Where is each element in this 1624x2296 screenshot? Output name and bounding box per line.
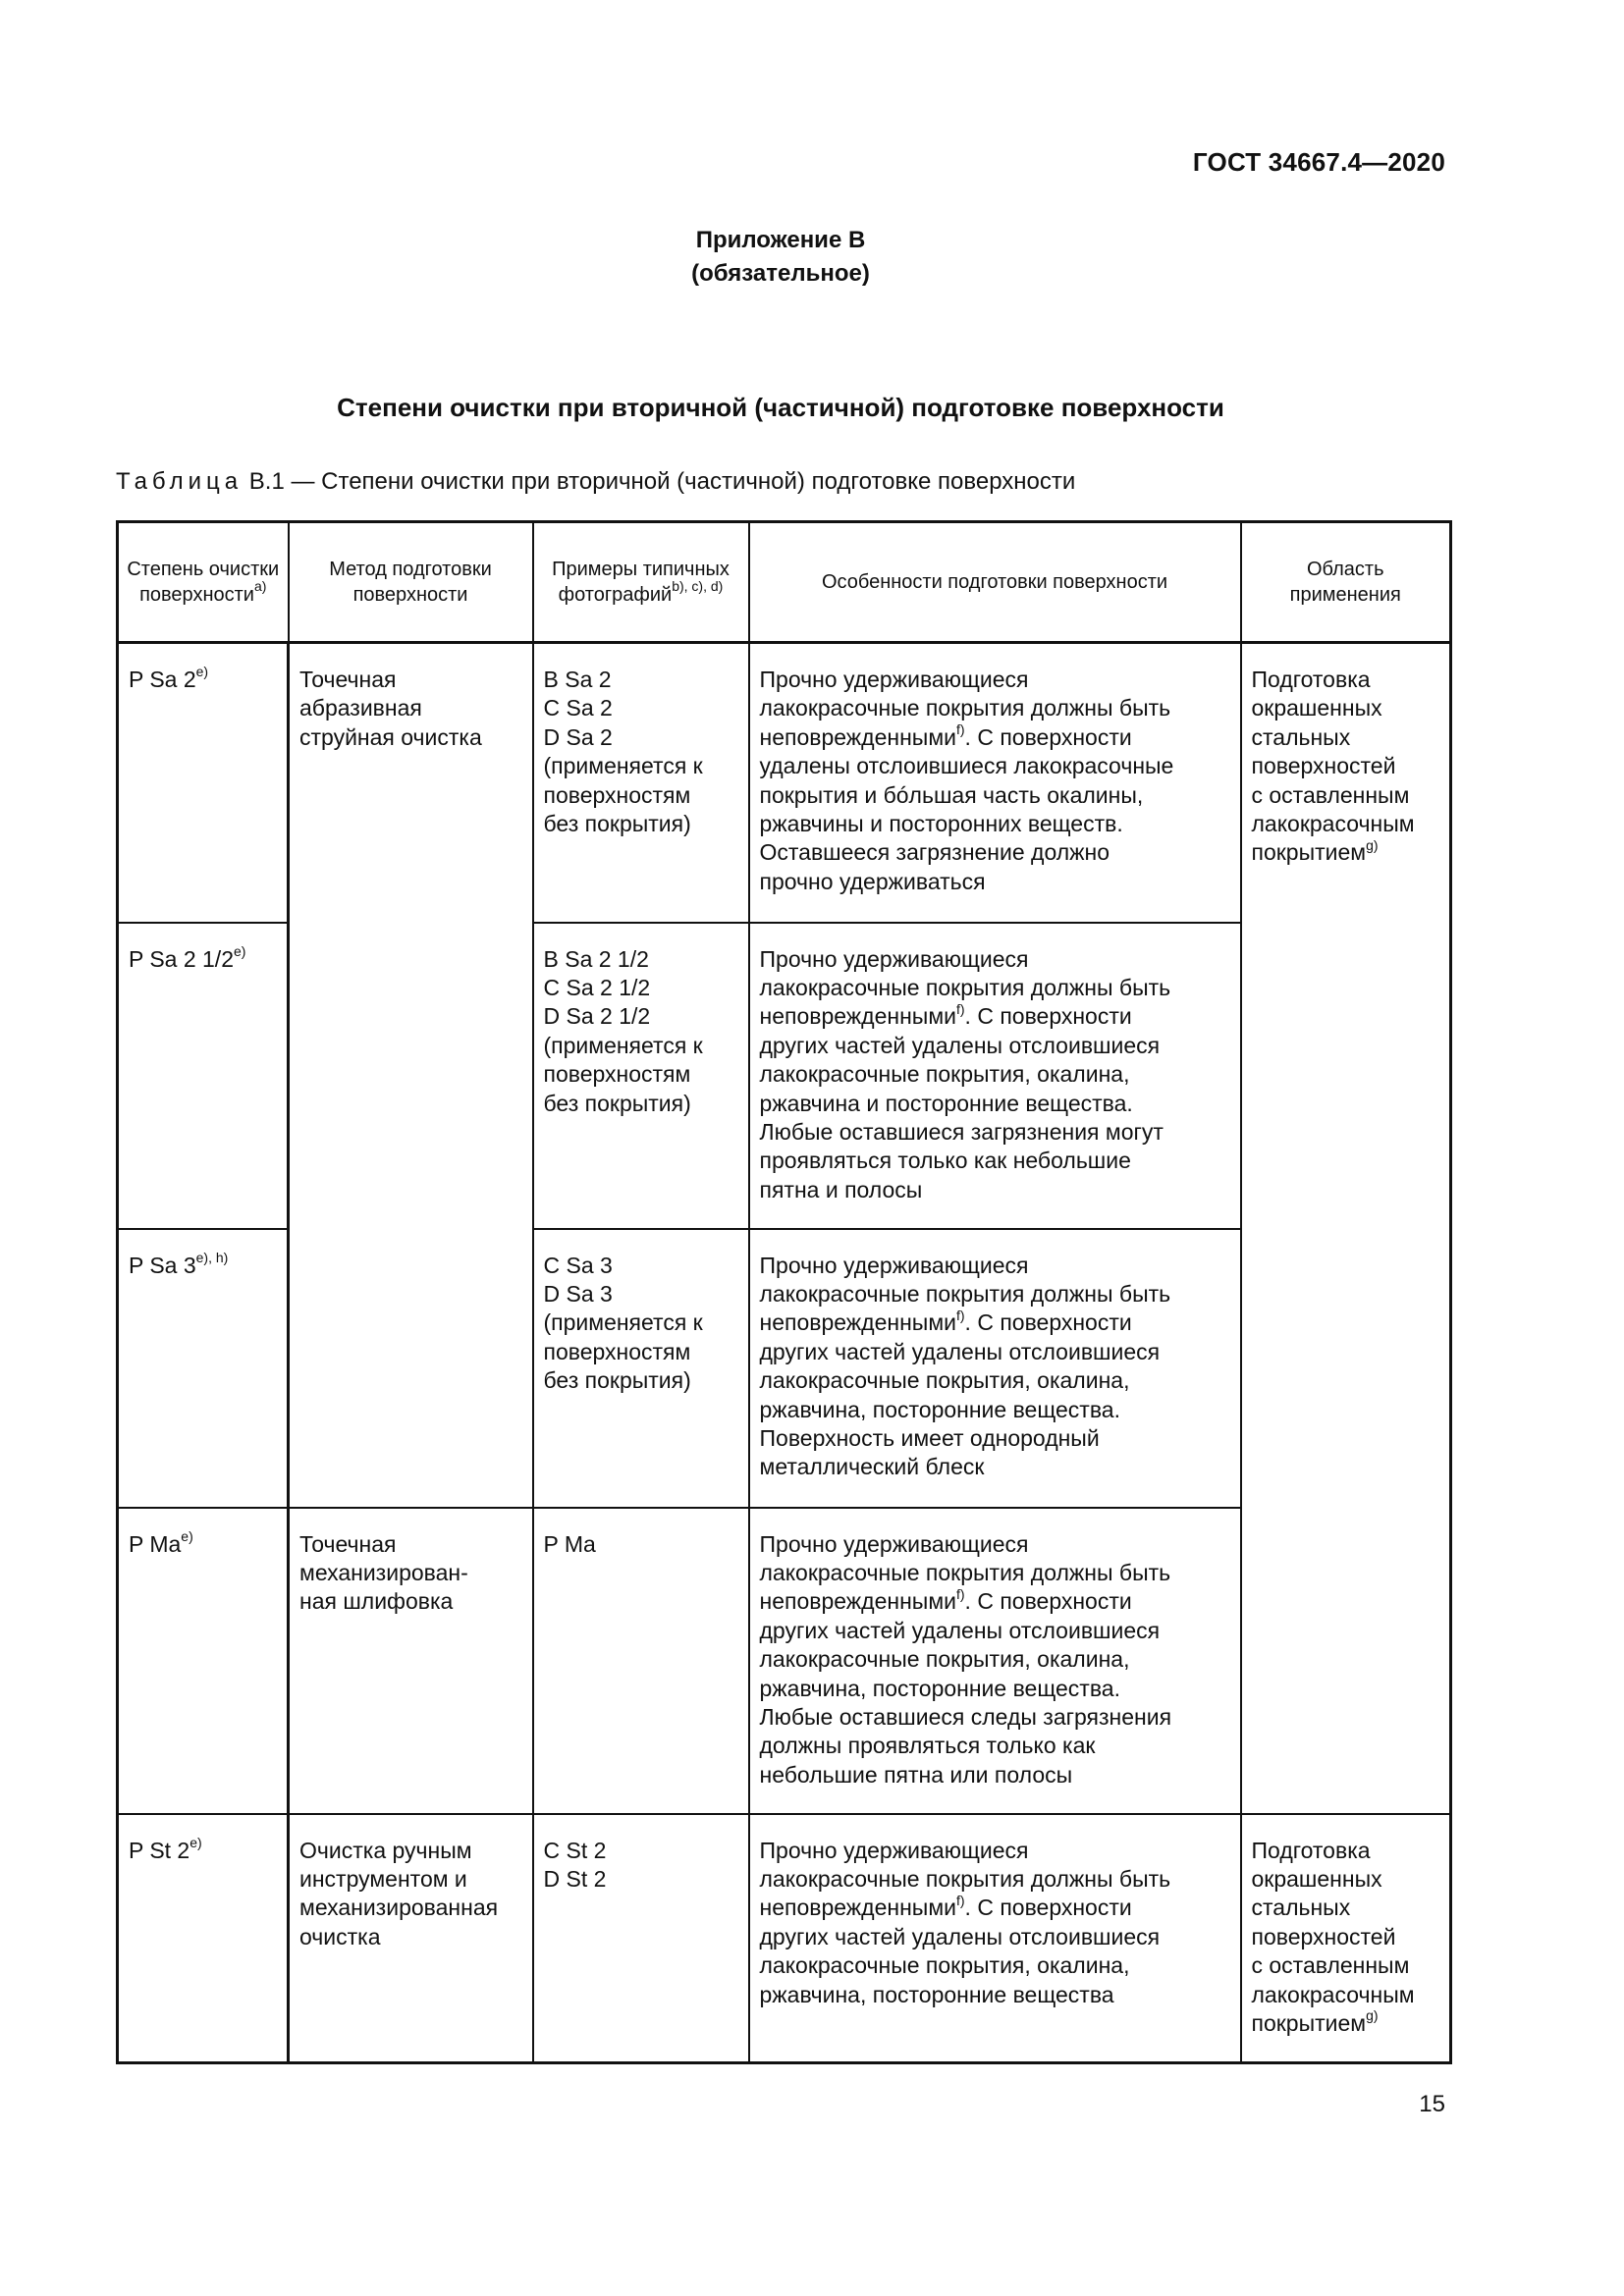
features-cell: Прочно удерживающиеся лакокрасочные покрытия должны быть неповрежденными$^{f)}$. С поверхности других частей удалены отслоившиеся лакокрасочные покрытия, окалина, ржавчина и посторонние вещества. Любые оставшиеся загрязнения могут проявляться только как небольшие пятна и полосы xyxy=(749,923,1241,1229)
table-row xyxy=(118,643,1451,923)
header-method: Метод подготовки поверхности xyxy=(289,522,533,643)
annex-heading xyxy=(0,224,1561,291)
table-caption-prefix: Таблица xyxy=(116,468,244,495)
table-caption-text: В.1 — Степени очистки при вторичной (частичной) подготовке поверхности xyxy=(243,468,1076,495)
table-row xyxy=(118,1814,1451,2063)
header-photos: Примеры типичных фотографий$^{b), c), d)}$ xyxy=(533,522,749,643)
grade-cell: P Ma$^{e)}$ xyxy=(118,1508,289,1814)
photos-cell: C Sa 3 D Sa 3 (применяется к поверхностям без покрытия) xyxy=(533,1229,749,1508)
cleaning-grades-table xyxy=(116,520,1452,2064)
method-cell: Точечная абразивная струйная очистка xyxy=(289,643,533,1508)
photos-cell: P Ma xyxy=(533,1508,749,1814)
grade-cell: P Sa 2$^{e)}$ xyxy=(118,643,289,923)
grade-cell: P Sa $3^{e), h)}$ xyxy=(118,1229,289,1508)
method-cell: Точечная механизирован- ная шлифовка xyxy=(289,1508,533,1814)
application-cell: Подготовка окрашенных стальных поверхностей с оставленным лакокрасочным покрытием$^{g)}$ xyxy=(1241,643,1451,1814)
features-cell: Прочно удерживающиеся лакокрасочные покрытия должны быть неповрежденными$^{f)}$. С поверхности других частей удалены отслоившиеся лакокрасочные покрытия, окалина, ржавчина, посторонние вещества. Любые оставшиеся следы загрязнения должны проявляться только как небольшие пятна или полосы xyxy=(749,1508,1241,1814)
section-title: Степени очистки при вторичной (частичной) подготовке поверхности xyxy=(337,393,1224,422)
table-header-row xyxy=(118,522,1451,643)
header-photos-footnote: b), c), d) xyxy=(672,578,724,595)
features-cell: Прочно удерживающиеся лакокрасочные покрытия должны быть неповрежденными$^{f)}$. С поверхности других частей удалены отслоившиеся лакокрасочные покрытия, окалина, ржавчина, посторонние вещества xyxy=(749,1814,1241,2063)
annex-status: (обязательное) xyxy=(691,260,870,287)
table-caption xyxy=(116,468,1075,496)
features-cell: Прочно удерживающиеся лакокрасочные покрытия должны быть неповрежденными$^{f)}$. С поверхности других частей удалены отслоившиеся лакокрасочные покрытия, окалина, ржавчина, посторонние вещества. Поверхность имеет однородный металлический блеск xyxy=(749,1229,1241,1508)
document-code: ГОСТ 34667.4—2020 xyxy=(1192,147,1445,177)
grade-cell: P St 2$^{e)}$ xyxy=(118,1814,289,2063)
photos-cell: B Sa 2 C Sa 2 D Sa 2 (применяется к поверхностям без покрытия) xyxy=(533,643,749,923)
header-grade: Степень очистки поверхности$^{a)}$ xyxy=(118,522,289,643)
application-cell: Подготовка окрашенных стальных поверхностей с оставленным лакокрасочным покрытием$^{g)}$ xyxy=(1241,1814,1451,2063)
photos-cell: B Sa 2 1/2 C Sa 2 1/2 D Sa 2 1/2 (применяется к поверхностям без покрытия) xyxy=(533,923,749,1229)
annex-title: Приложение В xyxy=(695,227,866,253)
features-cell: Прочно удерживающиеся лакокрасочные покрытия должны быть неповрежденными$^{f)}$. С поверхности удалены отслоившиеся лакокрасочные покрытия и бóльшая часть окалины, ржавчины и посторонних веществ. Оставшееся загрязнение должно прочно удерживаться xyxy=(749,643,1241,923)
header-application: Область применения xyxy=(1241,522,1451,643)
header-features: Особенности подготовки поверхности xyxy=(749,522,1241,643)
page-number: 15 xyxy=(1419,2091,1445,2117)
header-grade-footnote: a) xyxy=(253,578,267,595)
method-cell: Очистка ручным инструментом и механизированная очистка xyxy=(289,1814,533,2063)
photos-cell: C St 2 D St 2 xyxy=(533,1814,749,2063)
grade-cell: P Sa 2 1/2$^{e)}$ xyxy=(118,923,289,1229)
